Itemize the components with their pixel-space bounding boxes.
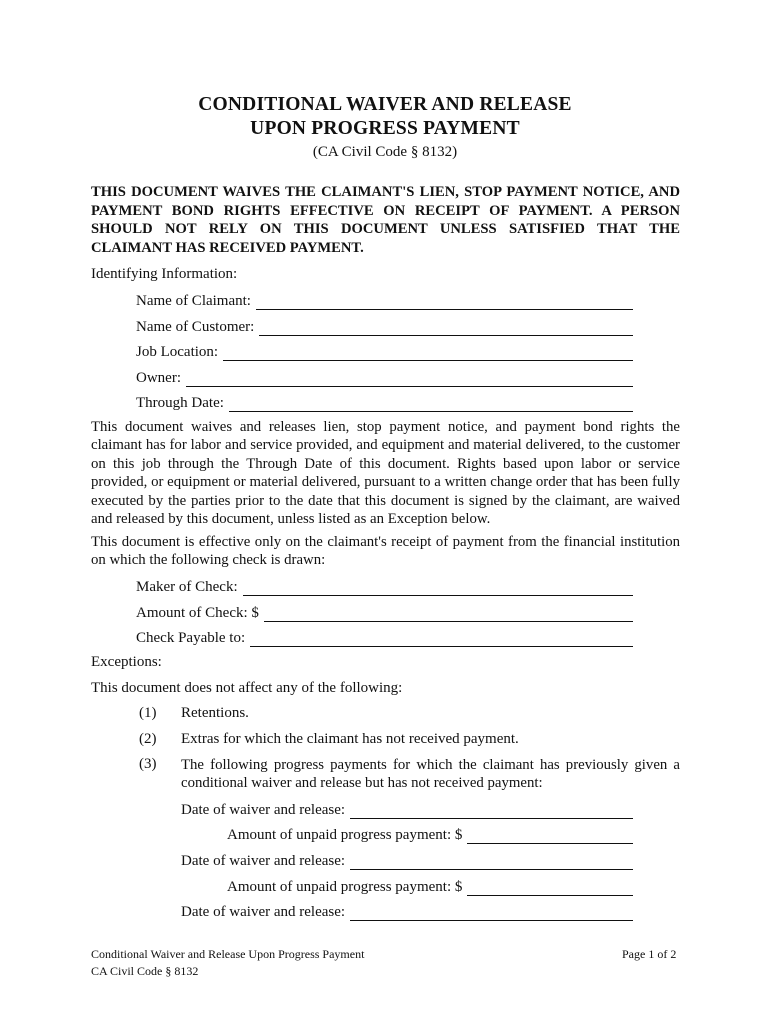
unpaid-amount-field-1[interactable] xyxy=(227,824,633,844)
waiver-date-field-3[interactable] xyxy=(181,901,633,921)
amount-of-check-label: Amount of Check: $ xyxy=(136,605,259,621)
waiver-date-input-line-3[interactable] xyxy=(350,904,633,921)
footer-code-reference: CA Civil Code § 8132 xyxy=(91,964,199,978)
document-title-line-2: UPON PROGRESS PAYMENT xyxy=(250,118,520,139)
item-2-text: Extras for which the claimant has not received payment. xyxy=(181,731,519,747)
job-location-input-line[interactable] xyxy=(223,344,633,361)
document-subtitle: (CA Civil Code § 8132) xyxy=(312,144,458,160)
identifying-heading: Identifying Information: xyxy=(91,266,238,282)
warning-notice: THIS DOCUMENT WAIVES THE CLAIMANT'S LIEN, STOP PAYMENT NOTICE, AND PAYMENT BOND RIGHTS EFFECTIVE ON RECEIPT OF PAYMENT. A PERSON SHOULD NOT RELY ON THIS DOCUMENT UNLESS SATISFIED THAT THE CLAIMANT HAS RECEIVED PAYMENT. xyxy=(91,184,680,256)
job-location-field[interactable] xyxy=(136,341,633,361)
item-3-text: The following progress payments for which the claimant has previously given a conditional waiver and release but has not received payment: xyxy=(181,757,680,792)
customer-label: Name of Customer: xyxy=(136,319,255,335)
waiver-date-field-2[interactable] xyxy=(181,850,633,870)
through-date-label: Through Date: xyxy=(136,395,224,411)
claimant-field[interactable] xyxy=(136,290,633,310)
unpaid-amount-input-line-1[interactable] xyxy=(467,827,633,844)
waiver-date-label-3: Date of waiver and release: xyxy=(181,904,346,920)
footer-page-number: Page 1 of 2 xyxy=(622,947,677,961)
through-date-field[interactable] xyxy=(136,392,633,412)
item-2-number: (2) xyxy=(139,731,157,747)
document-title-line-1: CONDITIONAL WAIVER AND RELEASE xyxy=(198,94,572,115)
amount-of-check-field[interactable] xyxy=(136,602,633,622)
effective-paragraph: This document is effective only on the claimant's receipt of payment from the financial institution on which the following check is drawn: xyxy=(91,534,680,569)
owner-field[interactable] xyxy=(136,367,633,387)
check-payable-label: Check Payable to: xyxy=(136,630,246,646)
job-location-label: Job Location: xyxy=(136,344,219,360)
waiver-date-label-1: Date of waiver and release: xyxy=(181,802,346,818)
check-payable-input-line[interactable] xyxy=(250,630,633,647)
owner-input-line[interactable] xyxy=(186,370,633,387)
waiver-date-input-line-2[interactable] xyxy=(350,853,633,870)
not-affect-statement: This document does not affect any of the following: xyxy=(91,680,403,696)
unpaid-amount-label-2: Amount of unpaid progress payment: $ xyxy=(227,879,463,895)
check-payable-field[interactable] xyxy=(136,627,633,647)
footer-left xyxy=(91,946,364,980)
customer-input-line[interactable] xyxy=(259,319,633,336)
customer-field[interactable] xyxy=(136,316,633,336)
maker-of-check-label: Maker of Check: xyxy=(136,579,238,595)
item-3-number: (3) xyxy=(139,756,157,772)
maker-of-check-input-line[interactable] xyxy=(243,579,633,596)
claimant-input-line[interactable] xyxy=(256,293,633,310)
waiver-date-label-2: Date of waiver and release: xyxy=(181,853,346,869)
waiver-date-field-1[interactable] xyxy=(181,799,633,819)
maker-of-check-field[interactable] xyxy=(136,576,633,596)
exceptions-heading: Exceptions: xyxy=(91,654,162,670)
owner-label: Owner: xyxy=(136,370,181,386)
waiver-date-input-line-1[interactable] xyxy=(350,802,633,819)
unpaid-amount-label-1: Amount of unpaid progress payment: $ xyxy=(227,827,463,843)
waiver-paragraph: This document waives and releases lien, stop payment notice, and payment bond rights the claimant has for labor and service provided, and equipment and material delivered, to the customer on this job through the Through Date of this document. Rights based upon labor or service provided, or equipment or material delivered, pursuant to a written change order that has been fully executed by the parties prior to the date that this document is signed by the claimant, are waived and released by this document, unless listed as an Exception below. xyxy=(91,419,680,528)
footer-document-name: Conditional Waiver and Release Upon Progress Payment xyxy=(91,947,365,961)
item-1-number: (1) xyxy=(139,705,157,721)
item-1-text: Retentions. xyxy=(181,705,249,721)
claimant-label: Name of Claimant: xyxy=(136,293,251,309)
through-date-input-line[interactable] xyxy=(229,395,633,412)
amount-of-check-input-line[interactable] xyxy=(264,605,633,622)
unpaid-amount-input-line-2[interactable] xyxy=(467,879,633,896)
unpaid-amount-field-2[interactable] xyxy=(227,876,633,896)
